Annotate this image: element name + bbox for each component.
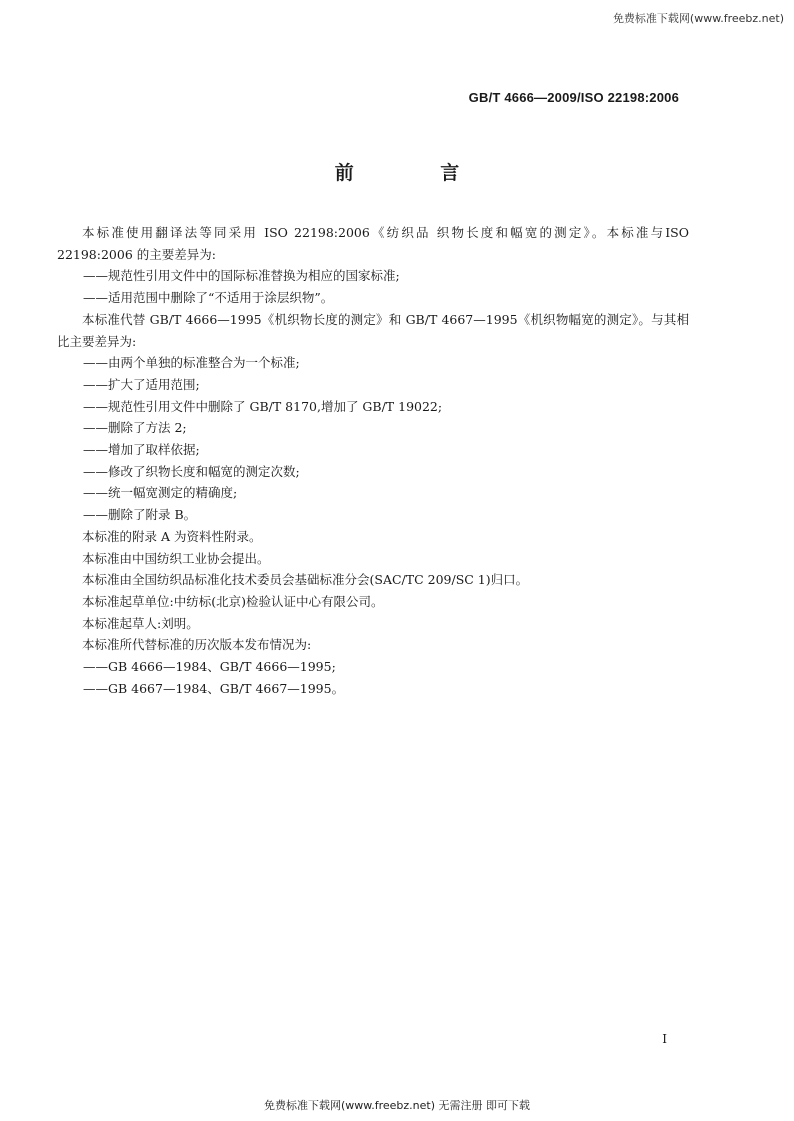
list-item: ——增加了取样依据;: [83, 442, 200, 458]
paragraph-annex: 本标准的附录 A 为资料性附录。: [82, 528, 262, 544]
paragraph-adoption: 本标准使用翻译法等同采用 ISO 22198:2006《纺织品 织物长度和幅宽的测定》。本标准与ISO 22198:2006 的主要差异为:: [57, 225, 689, 262]
list-item: ——规范性引用文件中的国际标准替换为相应的国家标准;: [83, 268, 400, 284]
list-item: ——规范性引用文件中删除了 GB/T 8170,增加了 GB/T 19022;: [83, 398, 443, 414]
paragraph-committee: 本标准由全国纺织品标准化技术委员会基础标准分会(SAC/TC 209/SC 1)归口。: [82, 572, 529, 588]
list-item: ——删除了附录 B。: [83, 507, 197, 523]
watermark-top: 免费标准下载网(www.freebz.net): [612, 12, 784, 25]
paragraph-history: 本标准所代替标准的历次版本发布情况为:: [82, 637, 312, 653]
standard-number: GB/T 4666—2009/ISO 22198:2006: [468, 90, 679, 105]
list-item: ——适用范围中删除了“不适用于涂层织物”。: [83, 290, 334, 306]
watermark-bottom: 免费标准下载网(www.freebz.net) 无需注册 即可下载: [263, 1099, 531, 1112]
page-number: I: [662, 1032, 667, 1046]
paragraph-drafter: 本标准起草人:刘明。: [82, 615, 199, 631]
paragraph-drafting-unit: 本标准起草单位:中纺标(北京)检验认证中心有限公司。: [82, 593, 384, 609]
list-item: ——统一幅宽测定的精确度;: [83, 485, 238, 501]
list-item: ——GB 4667—1984、GB/T 4667—1995。: [83, 680, 345, 696]
list-item: ——扩大了适用范围;: [83, 376, 200, 392]
foreword-body: [57, 222, 689, 699]
list-item: ——GB 4666—1984、GB/T 4666—1995;: [83, 659, 336, 675]
paragraph-proposer: 本标准由中国纺织工业协会提出。: [82, 550, 270, 566]
list-item: ——修改了织物长度和幅宽的测定次数;: [83, 463, 300, 479]
paragraph-replacement: 本标准代替 GB/T 4666—1995《机织物长度的测定》和 GB/T 4667—1995《机织物幅宽的测定》。与其相比主要差异为:: [57, 311, 689, 349]
list-item: ——由两个单独的标准整合为一个标准;: [83, 355, 300, 371]
page-title: 前 言: [334, 162, 500, 184]
list-item: ——删除了方法 2;: [83, 420, 187, 436]
